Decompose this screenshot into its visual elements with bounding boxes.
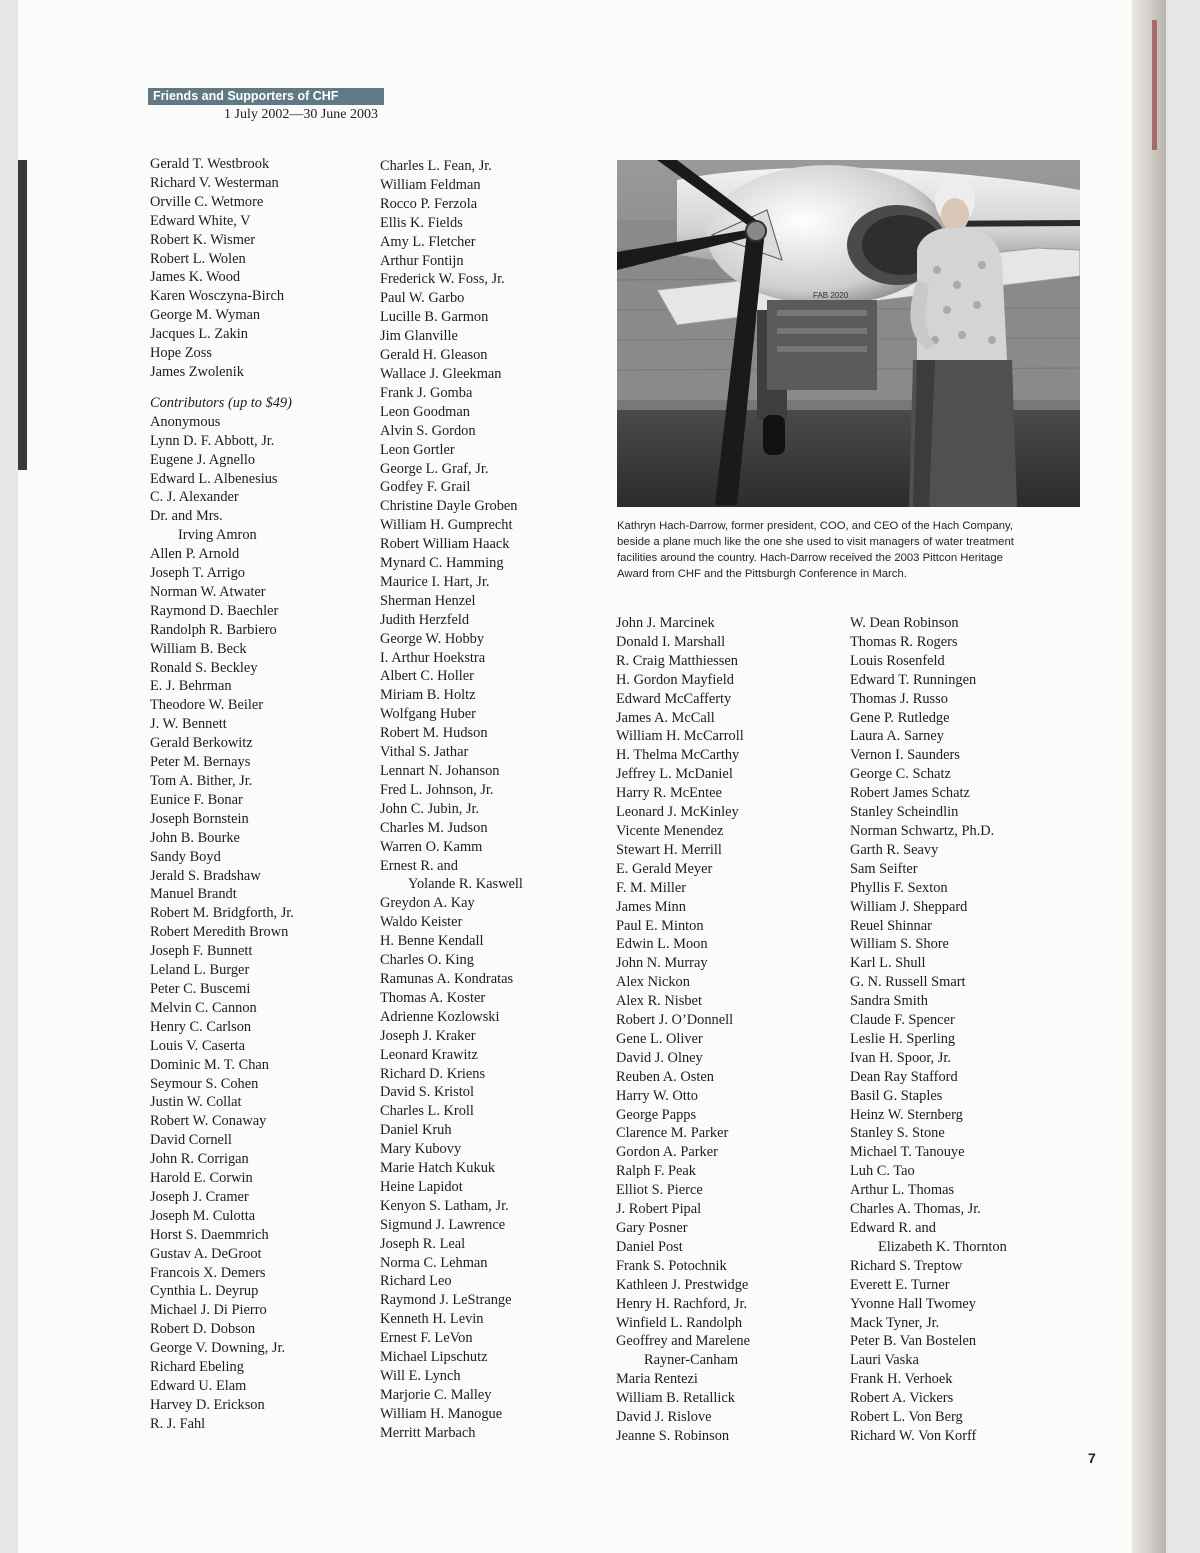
donor-name: Seymour S. Cohen — [150, 1075, 259, 1092]
donor-name: Thomas A. Koster — [380, 989, 486, 1006]
donor-name: Stanley S. Stone — [850, 1125, 945, 1142]
donor-name: Jacques L. Zakin — [150, 326, 248, 343]
donor-name: John C. Jubin, Jr. — [380, 800, 480, 817]
donor-name: Robert W. Conaway — [150, 1113, 267, 1130]
donor-name: Christine Dayle Groben — [380, 498, 518, 515]
donor-name: Sandra Smith — [850, 993, 928, 1010]
donor-name: Yvonne Hall Twomey — [850, 1295, 976, 1312]
donor-name: William B. Retallick — [616, 1390, 735, 1407]
donor-name: Arthur Fontijn — [380, 252, 464, 269]
donor-name: Dr. and Mrs. — [150, 508, 223, 525]
donor-name: Leon Gortler — [380, 441, 455, 458]
donor-name: Edward White, V — [150, 212, 251, 229]
donor-name: George W. Hobby — [380, 630, 485, 647]
donor-name: John N. Murray — [616, 955, 708, 972]
donor-name: Norman W. Atwater — [150, 583, 266, 600]
donor-name: Raymond D. Baechler — [150, 602, 279, 619]
donor-name: Robert K. Wismer — [150, 231, 256, 248]
section-title: Friends and Supporters of CHF — [148, 88, 384, 105]
donor-name: Kathleen J. Prestwidge — [616, 1276, 749, 1293]
donor-name: Gary Posner — [616, 1220, 688, 1236]
donor-name: Henry H. Rachford, Jr. — [616, 1295, 748, 1312]
donor-name: Ramunas A. Kondratas — [380, 970, 514, 987]
plane-marking: FAB 2020 — [813, 291, 849, 300]
donor-name: E. J. Behrman — [150, 678, 232, 695]
donor-name: Kenneth H. Levin — [380, 1311, 484, 1328]
donor-name: Heinz W. Sternberg — [850, 1106, 963, 1123]
donor-name: William B. Beck — [150, 640, 247, 657]
donor-name: Lucille B. Garmon — [380, 309, 489, 326]
donor-name: Charles A. Thomas, Jr. — [850, 1201, 981, 1218]
donor-name: Maurice I. Hart, Jr. — [380, 573, 490, 590]
donor-name: Ralph F. Peak — [616, 1163, 696, 1180]
donor-name: Reuben A. Osten — [616, 1068, 714, 1085]
donor-name: Sherman Henzel — [380, 592, 476, 609]
donor-name: Arthur L. Thomas — [850, 1182, 955, 1199]
donor-name: Harold E. Corwin — [150, 1170, 253, 1187]
donor-name: Robert D. Dobson — [150, 1321, 256, 1338]
donor-name: H. Thelma McCarthy — [616, 747, 740, 764]
donor-name: Richard V. Westerman — [150, 174, 279, 191]
donor-name: Edwin L. Moon — [616, 936, 708, 953]
donor-name: Robert M. Bridgforth, Jr. — [150, 905, 294, 922]
donor-name: Eugene J. Agnello — [150, 451, 256, 468]
donor-name: Wolfgang Huber — [380, 706, 476, 723]
donor-name: Reuel Shinnar — [850, 917, 932, 934]
donor-name: Luh C. Tao — [850, 1163, 915, 1180]
donor-name: William H. Gumprecht — [380, 517, 513, 534]
donor-column-1 — [150, 155, 294, 1434]
donor-name: Jeanne S. Robinson — [616, 1427, 730, 1444]
donor-name: Joseph Bornstein — [150, 810, 249, 827]
section-heading: Contributors (up to $49) — [150, 394, 292, 411]
donor-name: Edward McCafferty — [616, 690, 732, 707]
donor-name: Robert James Schatz — [850, 785, 970, 802]
donor-name: Melvin C. Cannon — [150, 999, 257, 1016]
donor-name: Robert Meredith Brown — [150, 924, 289, 941]
donor-name: Daniel Kruh — [380, 1122, 452, 1139]
donor-name: Alex R. Nisbet — [616, 993, 702, 1010]
donor-name: Gordon A. Parker — [616, 1144, 718, 1161]
donor-name: Ernest F. LeVon — [380, 1330, 473, 1347]
donor-name: H. Benne Kendall — [380, 933, 484, 950]
donor-name: R. Craig Matthiessen — [616, 652, 738, 669]
donor-name: Sam Seifter — [850, 860, 918, 877]
donor-name: Francois X. Demers — [150, 1264, 266, 1281]
donor-name: Robert L. Wolen — [150, 250, 246, 267]
donor-name: David J. Rislove — [616, 1409, 712, 1426]
donor-name: James Zwolenik — [150, 363, 244, 380]
donor-name: Marie Hatch Kukuk — [380, 1160, 496, 1177]
donor-column-4 — [850, 614, 1007, 1446]
donor-name: Orville C. Wetmore — [150, 193, 264, 210]
edge-tab — [1152, 20, 1157, 150]
donor-name: Donald I. Marshall — [616, 633, 726, 650]
donor-name: George Papps — [616, 1106, 697, 1123]
donor-name: Robert William Haack — [380, 536, 510, 553]
donor-name: Justin W. Collat — [150, 1094, 242, 1111]
donor-name: Peter B. Van Bostelen — [850, 1333, 977, 1350]
donor-name: Henry C. Carlson — [150, 1018, 252, 1035]
donor-name: Phyllis F. Sexton — [850, 879, 948, 896]
donor-name: Sandy Boyd — [150, 848, 221, 865]
donor-name: Winfield L. Randolph — [616, 1314, 743, 1331]
donor-name: George M. Wyman — [150, 307, 261, 324]
donor-name: James A. McCall — [616, 709, 715, 726]
donor-name: Allen P. Arnold — [150, 546, 240, 563]
donor-name: Gene L. Oliver — [616, 1030, 703, 1047]
donor-name: Horst S. Daemmrich — [150, 1226, 269, 1243]
donor-name: Dean Ray Stafford — [850, 1068, 958, 1085]
donor-name: George L. Graf, Jr. — [380, 460, 489, 477]
donor-name: Mary Kubovy — [380, 1141, 462, 1158]
donor-name: Gerald T. Westbrook — [150, 156, 270, 172]
donor-name: Michael Lipschutz — [380, 1349, 488, 1366]
donor-name: Leland L. Burger — [150, 962, 250, 979]
donor-name: Will E. Lynch — [380, 1368, 461, 1384]
donor-name: Dominic M. T. Chan — [150, 1056, 269, 1073]
donor-name: Ronald S. Beckley — [150, 659, 258, 676]
spine-strip — [18, 160, 27, 470]
donor-name: Daniel Post — [616, 1238, 683, 1255]
donor-name: John B. Bourke — [150, 829, 240, 846]
donor-name: Wallace J. Gleekman — [380, 365, 502, 382]
donor-name: Richard Leo — [380, 1273, 452, 1290]
donor-name: Richard D. Kriens — [380, 1065, 486, 1082]
donor-name: Geoffrey and Marelene — [616, 1333, 750, 1350]
donor-name: Edward U. Elam — [150, 1378, 247, 1394]
donor-name: Anonymous — [150, 413, 221, 430]
donor-name: James K. Wood — [150, 269, 241, 286]
donor-name: Everett E. Turner — [850, 1276, 950, 1293]
donor-name: William Feldman — [380, 176, 481, 193]
donor-name: William H. McCarroll — [616, 728, 744, 745]
donor-name: Robert L. Von Berg — [850, 1409, 963, 1426]
donor-name: William H. Manogue — [380, 1405, 503, 1422]
donor-name: Mack Tyner, Jr. — [850, 1314, 940, 1331]
donor-name: Alvin S. Gordon — [380, 422, 476, 439]
donor-name: Robert A. Vickers — [850, 1390, 954, 1407]
donor-name: Frank J. Gomba — [380, 384, 473, 401]
donor-name: David S. Kristol — [380, 1084, 474, 1101]
donor-name: Norma C. Lehman — [380, 1254, 488, 1271]
donor-name: G. N. Russell Smart — [850, 974, 966, 991]
donor-name: David J. Olney — [616, 1049, 703, 1066]
donor-name: Maria Rentezi — [616, 1371, 698, 1388]
donor-name: I. Arthur Hoekstra — [380, 649, 486, 666]
donor-name: Judith Herzfeld — [380, 611, 470, 628]
donor-column-3 — [616, 614, 750, 1446]
donor-name: Lynn D. F. Abbott, Jr. — [150, 432, 275, 449]
donor-name: Elizabeth K. Thornton — [878, 1238, 1007, 1255]
donor-name: Rocco P. Ferzola — [380, 195, 478, 212]
donor-name: Thomas J. Russo — [850, 690, 948, 707]
donor-name: Edward L. Albenesius — [150, 470, 278, 487]
donor-name: Lennart N. Johanson — [380, 763, 500, 779]
donor-name: Mynard C. Hamming — [380, 555, 504, 572]
donor-name: Vicente Menendez — [616, 822, 724, 839]
donor-name: Richard Ebeling — [150, 1359, 244, 1376]
donor-name: W. Dean Robinson — [850, 615, 959, 631]
donor-name: Lauri Vaska — [850, 1352, 919, 1369]
donor-name: Hope Zoss — [150, 345, 212, 362]
donor-name: Louis V. Caserta — [150, 1037, 245, 1054]
donor-name: R. J. Fahl — [150, 1415, 206, 1432]
photo — [617, 160, 1080, 507]
donor-name: Elliot S. Pierce — [616, 1182, 703, 1199]
donor-name: Frederick W. Foss, Jr. — [380, 271, 505, 288]
donor-name: E. Gerald Meyer — [616, 860, 713, 877]
donor-name: Fred L. Johnson, Jr. — [380, 781, 494, 798]
donor-name: George C. Schatz — [850, 766, 951, 783]
donor-name: Eunice F. Bonar — [150, 791, 243, 808]
donor-name: Frank H. Verhoek — [850, 1371, 953, 1388]
donor-name: Peter C. Buscemi — [150, 980, 251, 997]
donor-name: Peter M. Bernays — [150, 754, 251, 771]
donor-name: Karen Wosczyna-Birch — [150, 288, 285, 305]
donor-name: George V. Downing, Jr. — [150, 1340, 286, 1357]
donor-name: Alex Nickon — [616, 974, 690, 991]
donor-name: Heine Lapidot — [380, 1178, 463, 1195]
donor-name: Basil G. Staples — [850, 1087, 943, 1104]
donor-name: Gustav A. DeGroot — [150, 1245, 262, 1262]
photo-illustration — [617, 160, 1080, 507]
donor-name: Jerald S. Bradshaw — [150, 867, 261, 884]
donor-column-2 — [380, 157, 523, 1443]
donor-name: Leonard J. McKinley — [616, 804, 739, 821]
donor-name: Vithal S. Jathar — [380, 744, 469, 761]
donor-name: Karl L. Shull — [850, 955, 926, 972]
donor-name: Robert J. O’Donnell — [616, 1012, 734, 1029]
donor-name: John R. Corrigan — [150, 1151, 249, 1168]
donor-name: H. Gordon Mayfield — [616, 671, 734, 688]
page-number: 7 — [1088, 1450, 1096, 1466]
donor-name: J. Robert Pipal — [616, 1201, 702, 1218]
donor-name: Harry W. Otto — [616, 1087, 698, 1104]
donor-name: Jeffrey L. McDaniel — [616, 766, 733, 783]
donor-name: Ernest R. and — [380, 857, 458, 874]
donor-name: Yolande R. Kaswell — [408, 876, 523, 893]
donor-name: Paul E. Minton — [616, 917, 704, 934]
donor-name: James Minn — [616, 898, 686, 915]
donor-name: Gene P. Rutledge — [850, 709, 950, 726]
page-edge — [1132, 0, 1166, 1553]
donor-name: Michael T. Tanouye — [850, 1144, 965, 1161]
donor-name: Charles L. Fean, Jr. — [380, 158, 492, 174]
donor-name: John J. Marcinek — [616, 615, 715, 631]
donor-name: Garth R. Seavy — [850, 841, 939, 858]
donor-name: Joseph J. Cramer — [150, 1188, 249, 1205]
donor-name: Greydon A. Kay — [380, 895, 475, 912]
donor-name: Joseph R. Leal — [380, 1235, 466, 1252]
donor-name: Stewart H. Merrill — [616, 841, 722, 858]
donor-name: Harry R. McEntee — [616, 785, 722, 802]
donor-name: Charles L. Kroll — [380, 1103, 474, 1120]
donor-name: Gerald H. Gleason — [380, 347, 488, 364]
donor-name: Leslie H. Sperling — [850, 1030, 956, 1047]
donor-name: Kenyon S. Latham, Jr. — [380, 1197, 509, 1214]
donor-name: Warren O. Kamm — [380, 838, 483, 855]
donor-name: Albert C. Holler — [380, 668, 474, 685]
donor-name: Theodore W. Beiler — [150, 697, 264, 714]
donor-name: Sigmund J. Lawrence — [380, 1216, 506, 1233]
donor-name: Godfey F. Grail — [380, 479, 471, 496]
donor-name: Joseph M. Culotta — [150, 1207, 256, 1224]
donor-name: Joseph T. Arrigo — [150, 565, 245, 582]
donor-name: Irving Amron — [178, 527, 257, 544]
donor-name: Harvey D. Erickson — [150, 1396, 265, 1413]
donor-name: Frank S. Potochnik — [616, 1257, 727, 1274]
donor-name: Manuel Brandt — [150, 886, 237, 903]
donor-name: Jim Glanville — [380, 328, 458, 345]
donor-name: Rayner-Canham — [644, 1352, 739, 1369]
donor-name: Laura A. Sarney — [850, 728, 944, 745]
donor-name: William S. Shore — [850, 936, 949, 953]
donor-name: Stanley Scheindlin — [850, 804, 959, 821]
donor-name: Joseph F. Bunnett — [150, 943, 253, 960]
donor-name: Adrienne Kozlowski — [380, 1008, 500, 1025]
donor-name: Cynthia L. Deyrup — [150, 1283, 259, 1300]
donor-name: Joseph J. Kraker — [380, 1027, 476, 1044]
donor-name: Paul W. Garbo — [380, 290, 465, 307]
donor-name: Marjorie C. Malley — [380, 1386, 492, 1403]
donor-name: Ivan H. Spoor, Jr. — [850, 1049, 951, 1066]
donor-name: Randolph R. Barbiero — [150, 621, 277, 638]
donor-name: Ellis K. Fields — [380, 214, 463, 231]
donor-name: Merritt Marbach — [380, 1424, 476, 1441]
donor-name: David Cornell — [150, 1132, 232, 1149]
donor-name: Edward T. Runningen — [850, 671, 977, 688]
donor-name: Robert M. Hudson — [380, 725, 488, 742]
donor-name: Claude F. Spencer — [850, 1012, 955, 1029]
donor-name: Norman Schwartz, Ph.D. — [850, 822, 995, 839]
photo-caption: Kathryn Hach-Darrow, former president, COO, and CEO of the Hach Company, beside a plane much like the one she used to visit managers of water treatment facilities around the country. Hach-Darrow received the 2003 Pittcon Heritage Award from CHF and the Pittsburgh Conference in March. — [617, 520, 1014, 580]
donor-name: Louis Rosenfeld — [850, 652, 945, 669]
donor-name: F. M. Miller — [616, 879, 687, 896]
donor-name: Miriam B. Holtz — [380, 687, 476, 704]
donor-name: Vernon I. Saunders — [850, 747, 960, 764]
donor-name: Thomas R. Rogers — [850, 633, 958, 650]
donor-name: C. J. Alexander — [150, 489, 239, 506]
donor-name: Tom A. Bither, Jr. — [150, 773, 253, 789]
donor-name: Charles M. Judson — [380, 819, 488, 836]
donor-name: Raymond J. LeStrange — [380, 1292, 512, 1309]
donor-name: Leon Goodman — [380, 403, 470, 420]
donor-name: Michael J. Di Pierro — [150, 1302, 267, 1319]
donor-name: William J. Sheppard — [850, 898, 968, 915]
donor-name: Amy L. Fletcher — [380, 233, 476, 250]
donor-name: Leonard Krawitz — [380, 1046, 478, 1063]
donor-name: Waldo Keister — [380, 914, 463, 931]
donor-name: Richard S. Treptow — [850, 1257, 963, 1274]
donor-name: J. W. Bennett — [150, 716, 227, 733]
donor-name: Richard W. Von Korff — [850, 1427, 977, 1444]
donor-name: Gerald Berkowitz — [150, 735, 253, 752]
donor-name: Clarence M. Parker — [616, 1125, 729, 1142]
donor-name: Edward R. and — [850, 1220, 936, 1236]
donor-name: Charles O. King — [380, 952, 474, 969]
date-range: 1 July 2002—30 June 2003 — [224, 107, 378, 122]
